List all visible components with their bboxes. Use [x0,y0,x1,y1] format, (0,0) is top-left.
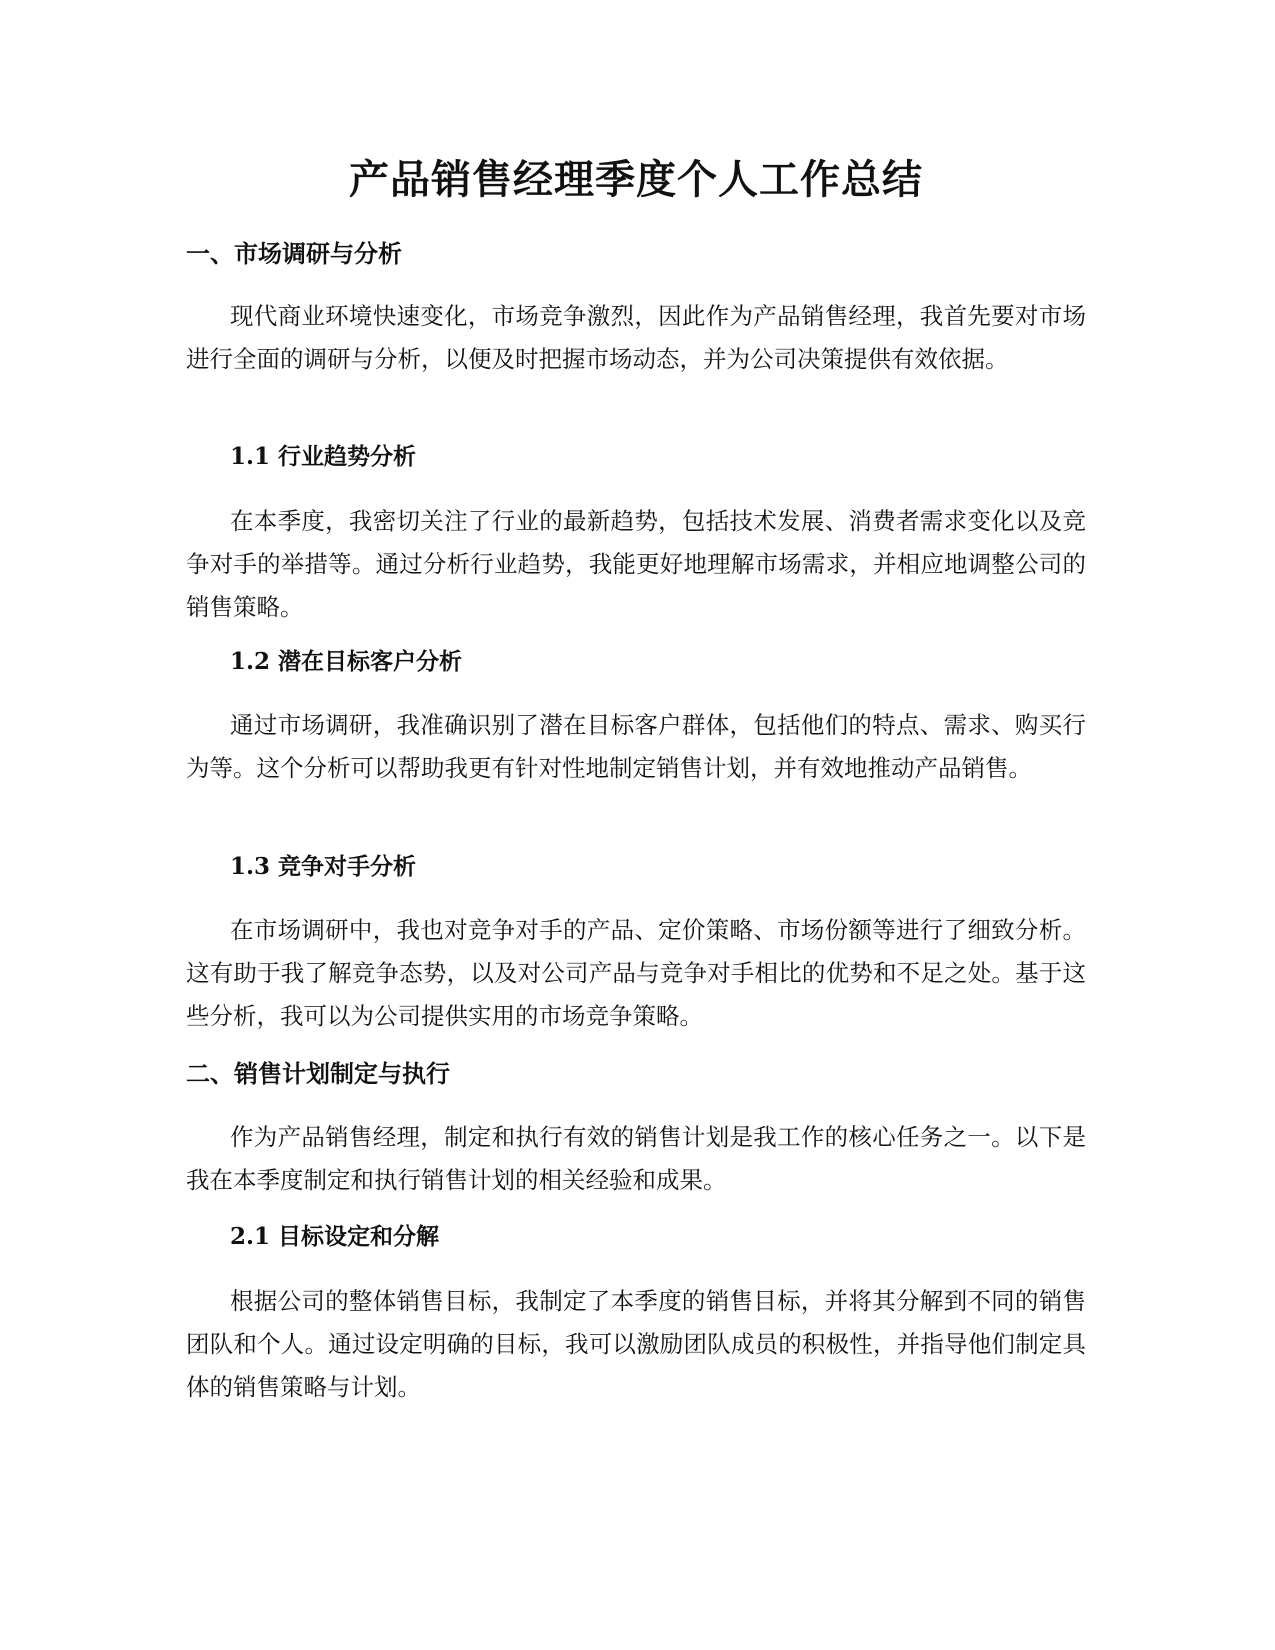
subsection-1-2-body: 通过市场调研，我准确识别了潜在目标客户群体，包括他们的特点、需求、购买行为等。这个分析可以帮助我更有针对性地制定销售计划，并有效地推动产品销售。 [186,711,1086,782]
section-heading-2: 二、销售计划制定与执行 [186,1060,450,1088]
subsection-heading-1-2: 1.2 潜在目标客户分析 [230,648,463,675]
subsection-1-3-body: 在市场调研中，我也对竞争对手的产品、定价策略、市场份额等进行了细致分析。这有助于我了解竞争态势，以及对公司产品与竞争对手相比的优势和不足之处。基于这些分析，我可以为公司提供实用的市场竞争策略。 [186,916,1086,1030]
subsection-2-1-body: 根据公司的整体销售目标，我制定了本季度的销售目标，并将其分解到不同的销售团队和个人。通过设定明确的目标，我可以激励团队成员的积极性，并指导他们制定具体的销售策略与计划。 [186,1287,1086,1401]
subsection-heading-1-3: 1.3 竞争对手分析 [230,853,417,880]
subsection-heading-1-1: 1.1 行业趋势分析 [230,443,417,470]
document-title: 产品销售经理季度个人工作总结 [349,157,923,203]
subsection-1-1-body: 在本季度，我密切关注了行业的最新趋势，包括技术发展、消费者需求变化以及竞争对手的举措等。通过分析行业趋势，我能更好地理解市场需求，并相应地调整公司的销售策略。 [186,507,1086,621]
section-1-intro: 现代商业环境快速变化，市场竞争激烈，因此作为产品销售经理，我首先要对市场进行全面的调研与分析，以便及时把握市场动态，并为公司决策提供有效依据。 [186,302,1086,373]
section-2-intro: 作为产品销售经理，制定和执行有效的销售计划是我工作的核心任务之一。以下是我在本季度制定和执行销售计划的相关经验和成果。 [186,1123,1086,1194]
subsection-heading-2-1: 2.1 目标设定和分解 [230,1223,440,1250]
section-heading-1: 一、市场调研与分析 [186,240,402,268]
